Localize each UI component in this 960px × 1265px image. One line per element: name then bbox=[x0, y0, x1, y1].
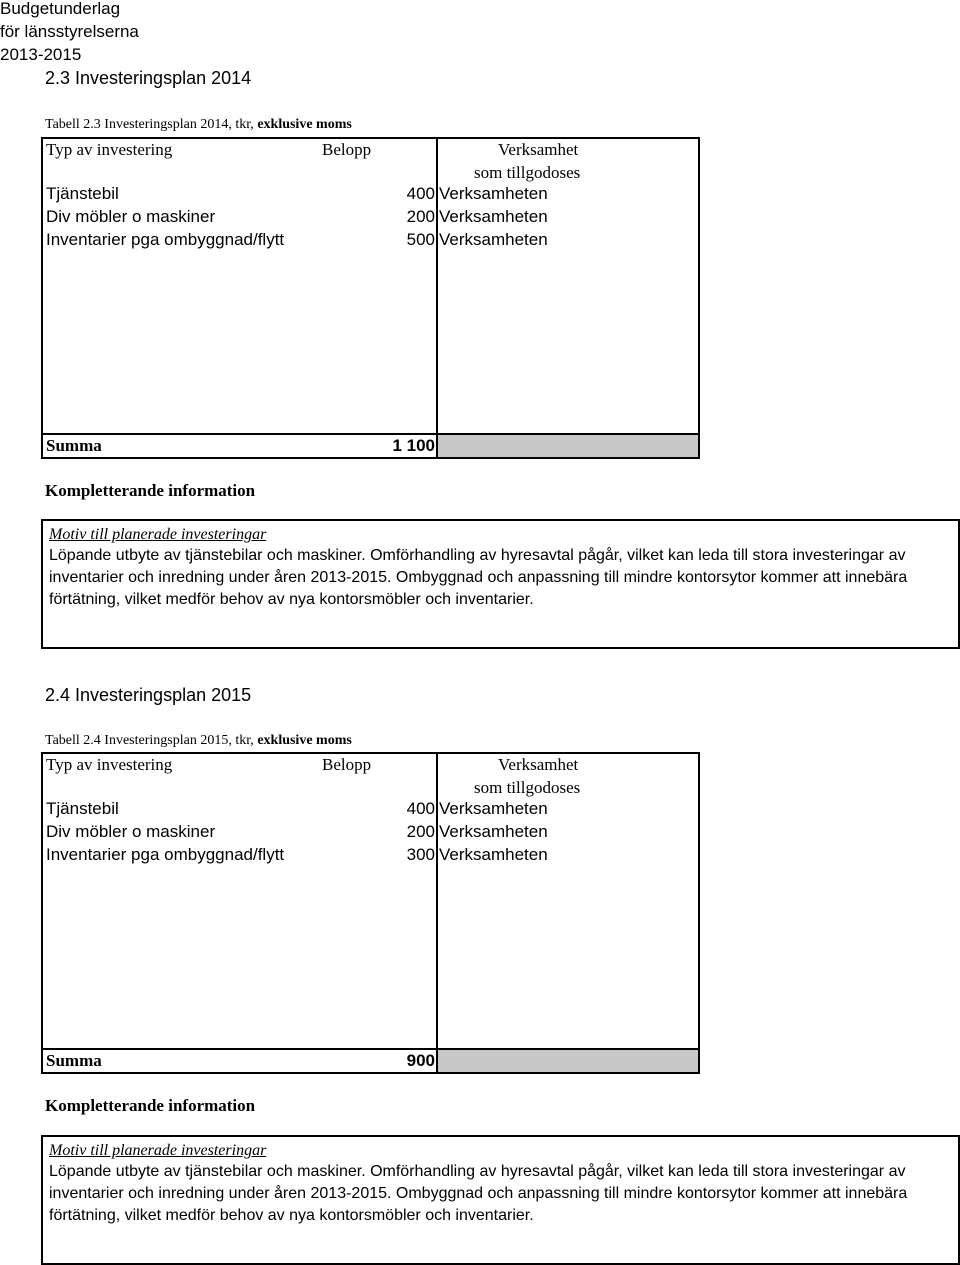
sum-value: 1 100 bbox=[392, 436, 435, 455]
row-beneficiary: Verksamheten bbox=[439, 845, 548, 864]
motivation-text: Löpande utbyte av tjänstebilar och maskiner. Omförhandling av hyresavtal pågår, vilket kan leda till stora investeringar av inventarier och inredning under åren 2013-2015. Ombyggnad och anpassning till mindre kontorsytor kommer att innebära förtätning, vilket medför behov av nya kontorsmöbler och inventarier. bbox=[49, 1163, 908, 1224]
supplementary-heading: Kompletterande information bbox=[45, 481, 256, 500]
sum-label: Summa bbox=[46, 436, 102, 455]
row-beneficiary: Verksamheten bbox=[439, 207, 548, 226]
sum-filler-cell bbox=[438, 435, 698, 457]
supplementary-box bbox=[41, 1135, 960, 1265]
col-header-beneficiary-1: Verksamhet bbox=[498, 755, 579, 774]
row-type: Tjänstebil bbox=[46, 799, 119, 818]
sum-value: 900 bbox=[406, 1051, 435, 1070]
investment-table bbox=[41, 752, 700, 1074]
supplementary-heading: Kompletterande information bbox=[45, 1096, 256, 1115]
header-line-3: 2013-2015 bbox=[0, 45, 82, 64]
caption-text: Tabell 2.3 Investeringsplan 2014, tkr, bbox=[45, 117, 258, 132]
col-header-type: Typ av investering bbox=[46, 140, 173, 159]
row-beneficiary: Verksamheten bbox=[439, 799, 548, 818]
table-caption bbox=[45, 117, 352, 133]
row-amount: 400 bbox=[406, 799, 435, 818]
motivation-text: Löpande utbyte av tjänstebilar och maskiner. Omförhandling av hyresavtal pågår, vilket kan leda till stora investeringar av inventarier och inredning under åren 2013-2015. Ombyggnad och anpassning till mindre kontorsytor kommer att innebära förtätning, vilket medför behov av nya kontorsmöbler och inventarier. bbox=[49, 547, 908, 608]
header-line-1: Budgetunderlag bbox=[0, 0, 121, 18]
doc-header bbox=[0, 0, 139, 66]
section-title: 2.4 Investeringsplan 2015 bbox=[45, 685, 252, 705]
row-type: Inventarier pga ombyggnad/flytt bbox=[46, 845, 285, 864]
col-header-beneficiary-2: som tillgodoses bbox=[474, 163, 581, 182]
caption-bold: exklusive moms bbox=[257, 733, 352, 748]
motivation-label: Motiv till planerade investeringar bbox=[49, 1142, 267, 1159]
col-header-amount: Belopp bbox=[322, 755, 372, 774]
row-amount: 200 bbox=[406, 207, 435, 226]
caption-text: Tabell 2.4 Investeringsplan 2015, tkr, bbox=[45, 733, 258, 748]
table-caption bbox=[45, 733, 352, 749]
header-line-2: för länsstyrelserna bbox=[0, 22, 139, 41]
row-amount: 200 bbox=[406, 822, 435, 841]
col-header-type: Typ av investering bbox=[46, 755, 173, 774]
row-beneficiary: Verksamheten bbox=[439, 184, 548, 203]
row-amount: 300 bbox=[406, 845, 435, 864]
caption-bold: exklusive moms bbox=[257, 117, 352, 132]
supplementary-box bbox=[41, 519, 960, 649]
row-type: Inventarier pga ombyggnad/flytt bbox=[46, 230, 285, 249]
col-header-beneficiary-2: som tillgodoses bbox=[474, 778, 581, 797]
row-type: Tjänstebil bbox=[46, 184, 119, 203]
row-type: Div möbler o maskiner bbox=[46, 822, 216, 841]
column-divider bbox=[436, 754, 438, 1072]
investment-table bbox=[41, 137, 700, 459]
motivation-label: Motiv till planerade investeringar bbox=[49, 526, 267, 543]
row-amount: 400 bbox=[406, 184, 435, 203]
sum-label: Summa bbox=[46, 1051, 102, 1070]
row-beneficiary: Verksamheten bbox=[439, 230, 548, 249]
sum-filler-cell bbox=[438, 1050, 698, 1072]
col-header-amount: Belopp bbox=[322, 140, 372, 159]
col-header-beneficiary-1: Verksamhet bbox=[498, 140, 579, 159]
column-divider bbox=[436, 139, 438, 457]
row-amount: 500 bbox=[406, 230, 435, 249]
section-title: 2.3 Investeringsplan 2014 bbox=[45, 68, 252, 88]
row-beneficiary: Verksamheten bbox=[439, 822, 548, 841]
row-type: Div möbler o maskiner bbox=[46, 207, 216, 226]
